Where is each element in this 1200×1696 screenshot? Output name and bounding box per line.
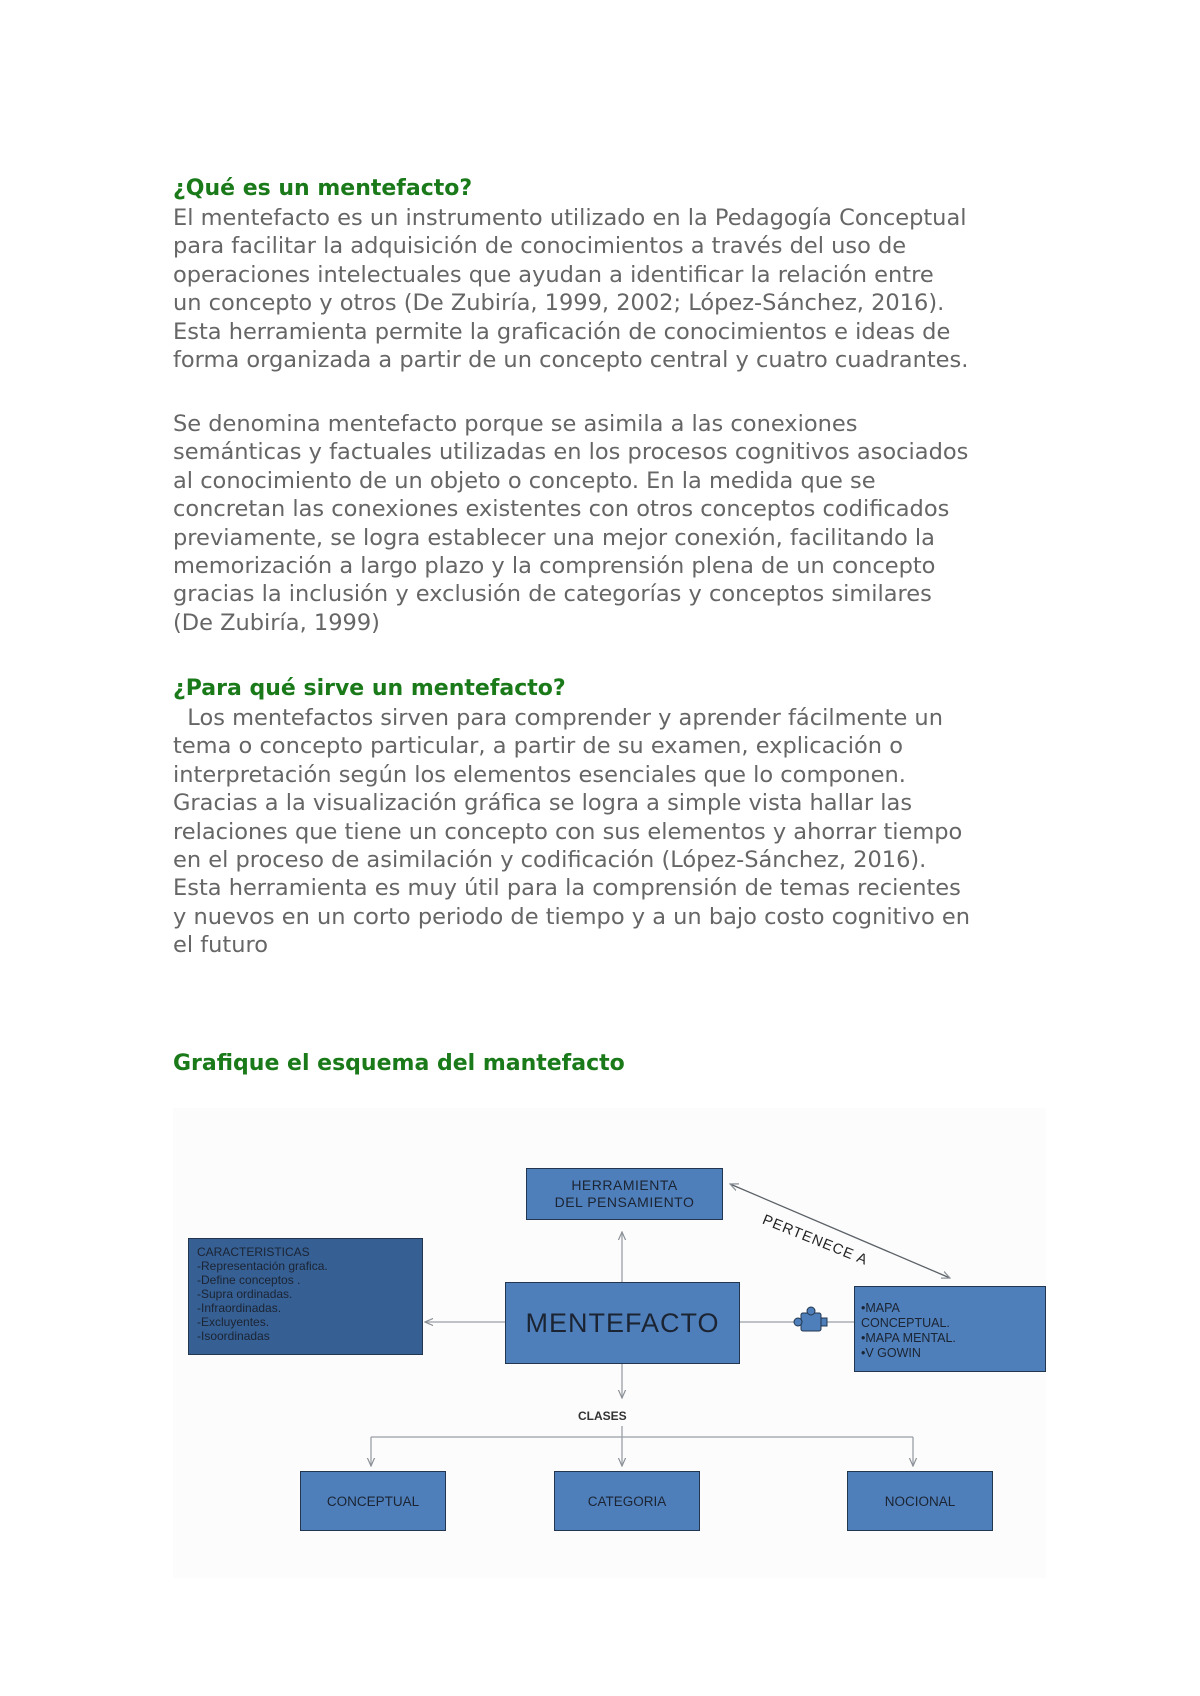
text-line: y nuevos en un corto periodo de tiempo y a un bajo costo cognitivo en bbox=[173, 903, 971, 930]
box-line: CONCEPTUAL. bbox=[861, 1316, 950, 1330]
text-line: Esta herramienta es muy útil para la comprensión de temas recientes bbox=[173, 875, 961, 902]
box-line: -Representación grafica. bbox=[197, 1259, 328, 1273]
text-line: el futuro bbox=[173, 932, 269, 959]
paragraph-denominacion bbox=[173, 410, 968, 637]
paragraph-utilidad bbox=[173, 704, 970, 960]
mentefacto-diagram bbox=[173, 1108, 1046, 1578]
box-line: DEL PENSAMIENTO bbox=[554, 1194, 695, 1210]
box-line: •MAPA MENTAL. bbox=[861, 1331, 956, 1345]
box-line: -Isoordinadas bbox=[197, 1329, 270, 1343]
text-line: forma organizada a partir de un concepto central y cuatro cuadrantes. bbox=[173, 347, 969, 374]
box-caracteristicas bbox=[188, 1238, 423, 1355]
text-line: relaciones que tiene un concepto con sus elementos y ahorrar tiempo bbox=[173, 818, 963, 845]
box-line: HERRAMIENTA bbox=[571, 1177, 678, 1193]
text-line: al conocimiento de un objeto o concepto. En la medida que se bbox=[173, 467, 876, 494]
text-line: tema o concepto particular, a partir de su examen, explicación o bbox=[173, 733, 903, 760]
box-herramienta-pensamiento bbox=[526, 1168, 723, 1220]
box-line: •V GOWIN bbox=[861, 1346, 921, 1360]
section-heading-para-que-sirve: ¿Para qué sirve un mentefacto? bbox=[173, 676, 566, 701]
box-class-nocional: NOCIONAL bbox=[847, 1471, 993, 1531]
pertenece-label: PERTENECE A bbox=[760, 1212, 871, 1269]
text-line: para facilitar la adquisición de conocimientos a través del uso de bbox=[173, 233, 907, 260]
text-line: Se denomina mentefacto porque se asimila a las conexiones bbox=[173, 411, 858, 437]
paragraph-definicion bbox=[173, 204, 968, 374]
connector-pertenece bbox=[730, 1184, 950, 1278]
box-line: •MAPA bbox=[861, 1301, 900, 1315]
text-line: gracias la inclusión y exclusión de categorías y conceptos similares bbox=[173, 581, 932, 608]
text-line: Gracias a la visualización gráfica se logra a simple vista hallar las bbox=[173, 790, 913, 817]
box-mentefacto-center: MENTEFACTO bbox=[505, 1282, 740, 1364]
text-line: semánticas y factuales utilizadas en los procesos cognitivos asociados bbox=[173, 439, 969, 466]
puzzle-piece-icon bbox=[794, 1307, 827, 1331]
text-line: concretan las conexiones existentes con otros conceptos codificados bbox=[173, 496, 950, 523]
box-class-conceptual: CONCEPTUAL bbox=[300, 1471, 446, 1531]
box-line: -Infraordinadas. bbox=[197, 1301, 282, 1315]
box-class-categoria: CATEGORIA bbox=[554, 1471, 700, 1531]
text-line: operaciones intelectuales que ayudan a identificar la relación entre bbox=[173, 261, 934, 288]
text-line: El mentefacto es un instrumento utilizado en la Pedagogía Conceptual bbox=[173, 205, 967, 231]
box-line: -Define conceptos . bbox=[197, 1273, 301, 1287]
text-line: un concepto y otros (De Zubiría, 1999, 2002; López-Sánchez, 2016). bbox=[173, 290, 945, 317]
section-heading-grafique: Grafique el esquema del mantefacto bbox=[173, 1051, 625, 1076]
text-line: en el proceso de asimilación y codificación (López-Sánchez, 2016). bbox=[173, 847, 927, 874]
box-line: -Excluyentes. bbox=[197, 1315, 270, 1329]
text-line: previamente, se logra establecer una mejor conexión, facilitando la bbox=[173, 524, 935, 551]
box-line: -Supra ordinadas. bbox=[197, 1287, 293, 1301]
text-line: (De Zubiría, 1999) bbox=[173, 609, 380, 636]
box-mapas bbox=[854, 1286, 1046, 1372]
box-line: CARACTERISTICAS bbox=[197, 1245, 310, 1259]
text-line: memorización a largo plazo y la comprensión plena de un concepto bbox=[173, 553, 936, 580]
clases-label: CLASES bbox=[578, 1409, 627, 1423]
text-line: Esta herramienta permite la graficación de conocimientos e ideas de bbox=[173, 318, 951, 345]
section-heading-que-es: ¿Qué es un mentefacto? bbox=[173, 176, 473, 201]
text-line: Los mentefactos sirven para comprender y aprender fácilmente un bbox=[173, 705, 943, 731]
text-line: interpretación según los elementos esenciales que lo componen. bbox=[173, 761, 906, 788]
